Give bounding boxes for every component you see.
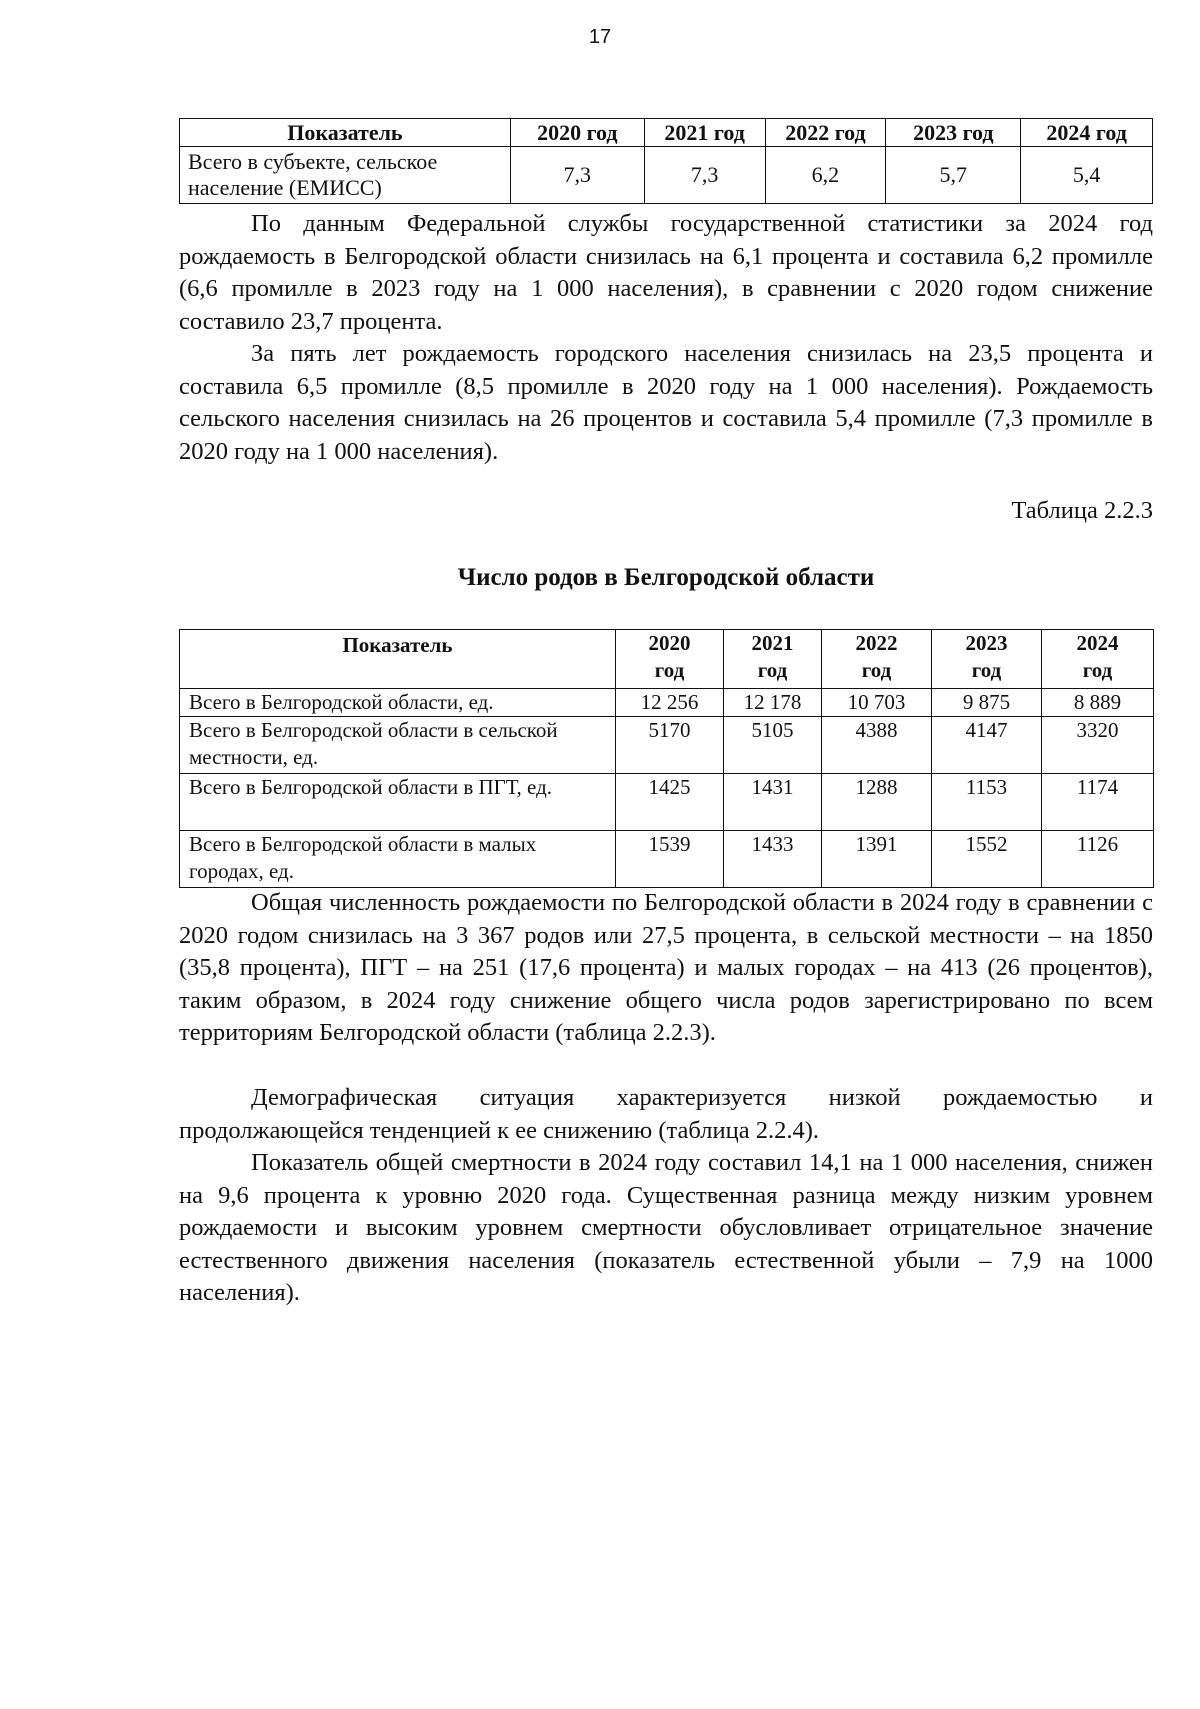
header-unit: год — [861, 658, 892, 682]
table-cell: 8 889 — [1042, 689, 1154, 717]
table-header-row — [180, 119, 1153, 147]
table-cell: 7,3 — [644, 147, 765, 204]
table-cell: 7,3 — [510, 147, 644, 204]
header-unit: год — [971, 658, 1002, 682]
paragraph: Общая численность рождаемости по Белгородской области в 2024 году в сравнении с 2020 годом снизилась на 3 367 родов или 27,5 процента, в сельской местности – на 1850 (35,8 процента), ПГТ – на 251 (17,6 процента) и малых городах – на 413 (26 процентов), таким образом, в 2024 году снижение общего числа родов зарегистрировано по всем территориям Белгородской области (таблица 2.2.3). — [179, 889, 1153, 1046]
table-cell: 1433 — [724, 831, 822, 888]
table-title: Число родов в Белгородской области — [457, 564, 875, 591]
table-row — [180, 774, 1154, 831]
table-row — [180, 717, 1154, 774]
table-row — [180, 831, 1154, 888]
header-year: 2024 — [1076, 631, 1119, 655]
row-label: Всего в субъекте, сельское население (ЕМИСС) — [180, 147, 511, 204]
header-unit: год — [1082, 658, 1113, 682]
table-cell: 4147 — [932, 717, 1042, 774]
page-number: 17 — [588, 26, 612, 48]
header-year: 2022 — [855, 631, 898, 655]
table-cell: 4388 — [822, 717, 932, 774]
header-cell — [724, 630, 822, 689]
table-cell: 5170 — [616, 717, 724, 774]
header-year: 2023 — [965, 631, 1008, 655]
header-cell: Показатель — [180, 119, 511, 147]
table-cell: 1539 — [616, 831, 724, 888]
table-cell: 12 178 — [724, 689, 822, 717]
table-row — [180, 147, 1153, 204]
header-cell — [180, 630, 616, 689]
row-label: Всего в Белгородской области в ПГТ, ед. — [180, 774, 616, 831]
table-cell: 5105 — [724, 717, 822, 774]
table-header-row — [180, 630, 1154, 689]
header-cell: 2022 год — [765, 119, 886, 147]
table-cell: 3320 — [1042, 717, 1154, 774]
header-cell: 2023 год — [886, 119, 1021, 147]
header-cell — [932, 630, 1042, 689]
table-cell: 1288 — [822, 774, 932, 831]
table-cell: 1391 — [822, 831, 932, 888]
header-cell: 2020 год — [510, 119, 644, 147]
birth-rate-table — [179, 118, 1153, 204]
table-cell: 1126 — [1042, 831, 1154, 888]
paragraph: За пять лет рождаемость городского населения снизилась на 23,5 процента и составила 6,5 промилле (8,5 промилле в 2020 году на 1 000 населения). Рождаемость сельского населения снизилась на 26 процентов и составила 5,4 промилле (7,3 промилле в 2020 году на 1 000 населения). — [179, 340, 1153, 465]
table-cell: 1174 — [1042, 774, 1154, 831]
table-cell: 5,4 — [1021, 147, 1153, 204]
header-cell: 2024 год — [1021, 119, 1153, 147]
paragraph: По данным Федеральной службы государственной статистики за 2024 год рождаемость в Белгородской области снизилась на 6,1 процента и составила 6,2 промилле (6,6 промилле в 2023 году на 1 000 населения), в сравнении с 2020 годом снижение составило 23,7 процента. — [179, 210, 1153, 335]
births-table — [179, 629, 1153, 888]
header-cell — [616, 630, 724, 689]
header-year: 2020 — [648, 631, 691, 655]
header-cell — [1042, 630, 1154, 689]
table-cell: 5,7 — [886, 147, 1021, 204]
paragraph: Демографическая ситуация характеризуется низкой рождаемостью и продолжающейся тенденцией к ее снижению (таблица 2.2.4). — [179, 1084, 1153, 1144]
header-cell: 2021 год — [644, 119, 765, 147]
table-row — [180, 689, 1154, 717]
header-unit: год — [654, 658, 685, 682]
row-label: Всего в Белгородской области, ед. — [180, 689, 616, 717]
table-cell: 1153 — [932, 774, 1042, 831]
table-cell: 10 703 — [822, 689, 932, 717]
header-year: 2021 — [751, 631, 794, 655]
table-caption: Таблица 2.2.3 — [1011, 497, 1153, 524]
paragraph: Показатель общей смертности в 2024 году составил 14,1 на 1 000 населения, снижен на 9,6 процента к уровню 2020 года. Существенная разница между низким уровнем рождаемости и высоким уровнем смертности обусловливает отрицательное значение естественного движения населения (показатель естественной убыли – 7,9 на 1000 населения). — [179, 1149, 1153, 1306]
header-unit: год — [757, 658, 788, 682]
table-cell: 6,2 — [765, 147, 886, 204]
row-label: Всего в Белгородской области в малых городах, ед. — [180, 831, 616, 888]
header-cell — [822, 630, 932, 689]
header-text: Показатель — [342, 633, 453, 657]
table-cell: 1552 — [932, 831, 1042, 888]
table-cell: 12 256 — [616, 689, 724, 717]
table-cell: 1425 — [616, 774, 724, 831]
row-label: Всего в Белгородской области в сельской местности, ед. — [180, 717, 616, 774]
table-cell: 9 875 — [932, 689, 1042, 717]
table-cell: 1431 — [724, 774, 822, 831]
